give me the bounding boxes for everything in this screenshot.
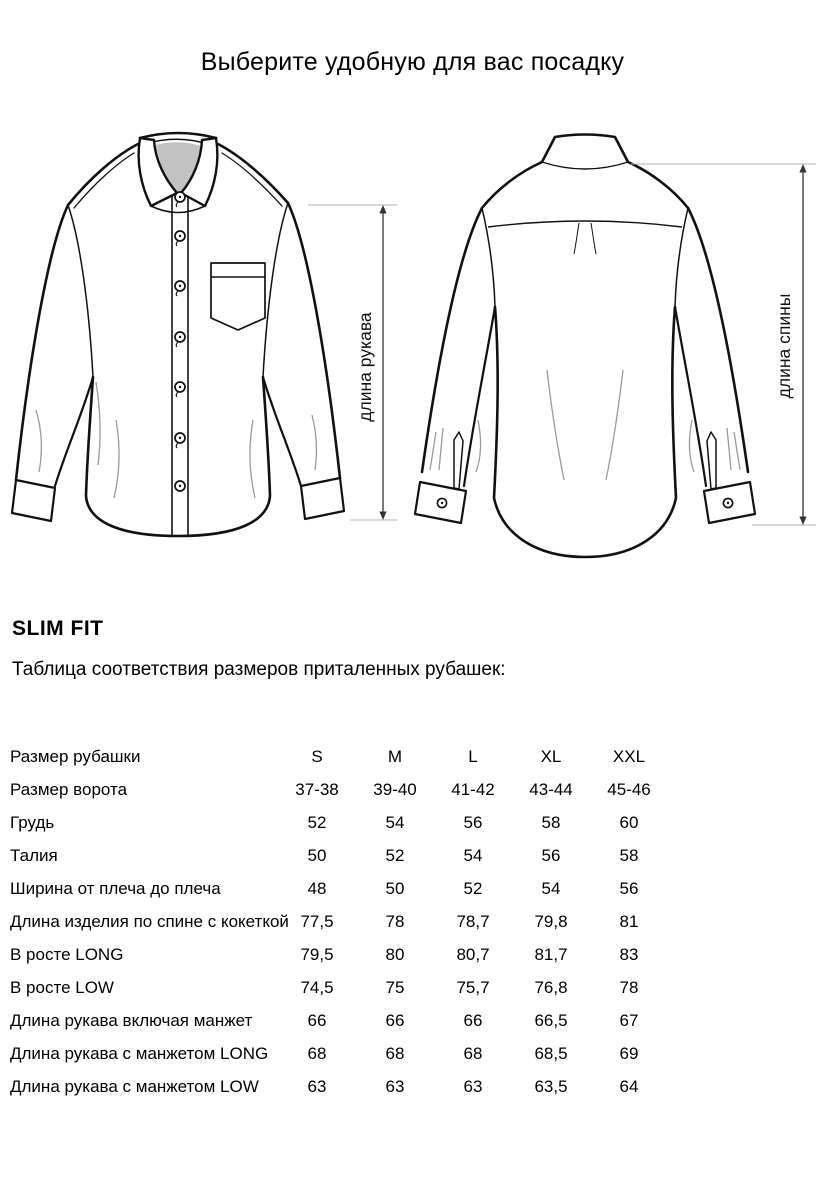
size-cell: S <box>311 746 323 766</box>
row-label: В росте LONG <box>10 944 124 964</box>
size-cell: 75 <box>385 977 405 997</box>
size-cell: 50 <box>385 878 405 898</box>
sleeve-length-label: длина рукава <box>355 312 375 422</box>
row-label: Размер ворота <box>10 779 128 799</box>
size-cell: 48 <box>307 878 327 898</box>
size-cell: 69 <box>619 1043 639 1063</box>
size-cell: 66 <box>385 1010 405 1030</box>
table-row <box>10 1070 682 1103</box>
size-table <box>10 740 682 1103</box>
size-cell: 80 <box>385 944 405 964</box>
size-cell: 41-42 <box>451 779 495 799</box>
front-pocket <box>211 263 265 330</box>
table-row <box>10 1004 682 1037</box>
row-label: Грудь <box>10 812 55 832</box>
back-length-measure-arrow <box>631 164 816 525</box>
back-sleeve-plackets <box>454 432 716 489</box>
row-label: Размер рубашки <box>10 746 141 766</box>
size-cell: 56 <box>463 812 483 832</box>
size-cell: 39-40 <box>373 779 417 799</box>
table-row <box>10 872 682 905</box>
size-cell: 58 <box>619 845 639 865</box>
size-cell: 78 <box>619 977 639 997</box>
table-row <box>10 839 682 872</box>
size-cell: 63,5 <box>534 1076 568 1096</box>
back-cuffs <box>415 482 755 523</box>
size-cell: 78,7 <box>456 911 490 931</box>
size-cell: 37-38 <box>295 779 339 799</box>
size-cell: 80,7 <box>456 944 490 964</box>
size-cell: 83 <box>619 944 639 964</box>
table-caption: Таблица соответствия размеров приталенных рубашек: <box>12 659 506 680</box>
back-collar <box>542 135 628 170</box>
size-cell: 78 <box>385 911 405 931</box>
size-cell: 56 <box>619 878 639 898</box>
size-cell: 75,7 <box>456 977 490 997</box>
size-cell: 79,8 <box>534 911 568 931</box>
size-cell: 52 <box>385 845 405 865</box>
size-cell: 63 <box>463 1076 483 1096</box>
row-label: Длина изделия по спине с кокеткой <box>10 911 289 931</box>
size-cell: L <box>468 746 478 766</box>
back-yoke-seam <box>488 221 682 254</box>
size-cell: 58 <box>541 812 561 832</box>
row-label: Длина рукава включая манжет <box>10 1010 253 1030</box>
front-buttons <box>175 192 185 491</box>
size-cell: 74,5 <box>300 977 334 997</box>
sleeve-length-measure-arrow <box>308 205 397 520</box>
size-cell: 79,5 <box>300 944 334 964</box>
table-row <box>10 806 682 839</box>
row-label: Длина рукава с манжетом LONG <box>10 1043 269 1063</box>
size-cell: 54 <box>463 845 483 865</box>
size-cell: 81,7 <box>534 944 568 964</box>
row-label: Длина рукава с манжетом LOW <box>10 1076 259 1096</box>
size-cell: 68 <box>385 1043 405 1063</box>
back-length-label: длина спины <box>774 293 794 399</box>
size-cell: 64 <box>619 1076 639 1096</box>
shirt-front-drawing <box>0 120 412 560</box>
size-cell: 54 <box>385 812 405 832</box>
size-cell: 76,8 <box>534 977 568 997</box>
size-cell: 43-44 <box>529 779 573 799</box>
size-cell: 52 <box>463 878 483 898</box>
size-cell: 60 <box>619 812 639 832</box>
table-row <box>10 740 682 773</box>
size-cell: 68 <box>463 1043 483 1063</box>
row-label: В росте LOW <box>10 977 114 997</box>
size-cell: 68,5 <box>534 1043 568 1063</box>
table-row <box>10 938 682 971</box>
size-cell: 54 <box>541 878 561 898</box>
back-crease-lines <box>430 370 740 480</box>
size-cell: 66,5 <box>534 1010 568 1030</box>
size-cell: 50 <box>307 845 327 865</box>
size-cell: 45-46 <box>607 779 651 799</box>
size-cell: 63 <box>307 1076 327 1096</box>
size-cell: M <box>387 746 403 766</box>
size-cell: 66 <box>307 1010 327 1030</box>
size-cell: 67 <box>619 1010 639 1030</box>
table-row <box>10 773 682 806</box>
row-label: Ширина от плеча до плеча <box>10 878 221 898</box>
row-label: Талия <box>10 845 58 865</box>
size-cell: XL <box>540 746 562 766</box>
size-cell: 56 <box>541 845 561 865</box>
table-row <box>10 1037 682 1070</box>
size-cell: 77,5 <box>300 911 334 931</box>
size-cell: 66 <box>463 1010 483 1030</box>
table-row <box>10 905 682 938</box>
shirt-back-drawing <box>412 120 825 560</box>
size-cell: 63 <box>385 1076 405 1096</box>
size-cell: 68 <box>307 1043 327 1063</box>
size-cell: XXL <box>612 746 646 766</box>
back-cuff-buttons <box>437 498 732 507</box>
size-cell: 52 <box>307 812 327 832</box>
shirt-drawings <box>0 120 825 560</box>
page-title: Выберите удобную для вас посадку <box>200 48 625 76</box>
size-cell: 81 <box>619 911 639 931</box>
table-row <box>10 971 682 1004</box>
fit-heading: SLIM FIT <box>12 617 104 640</box>
